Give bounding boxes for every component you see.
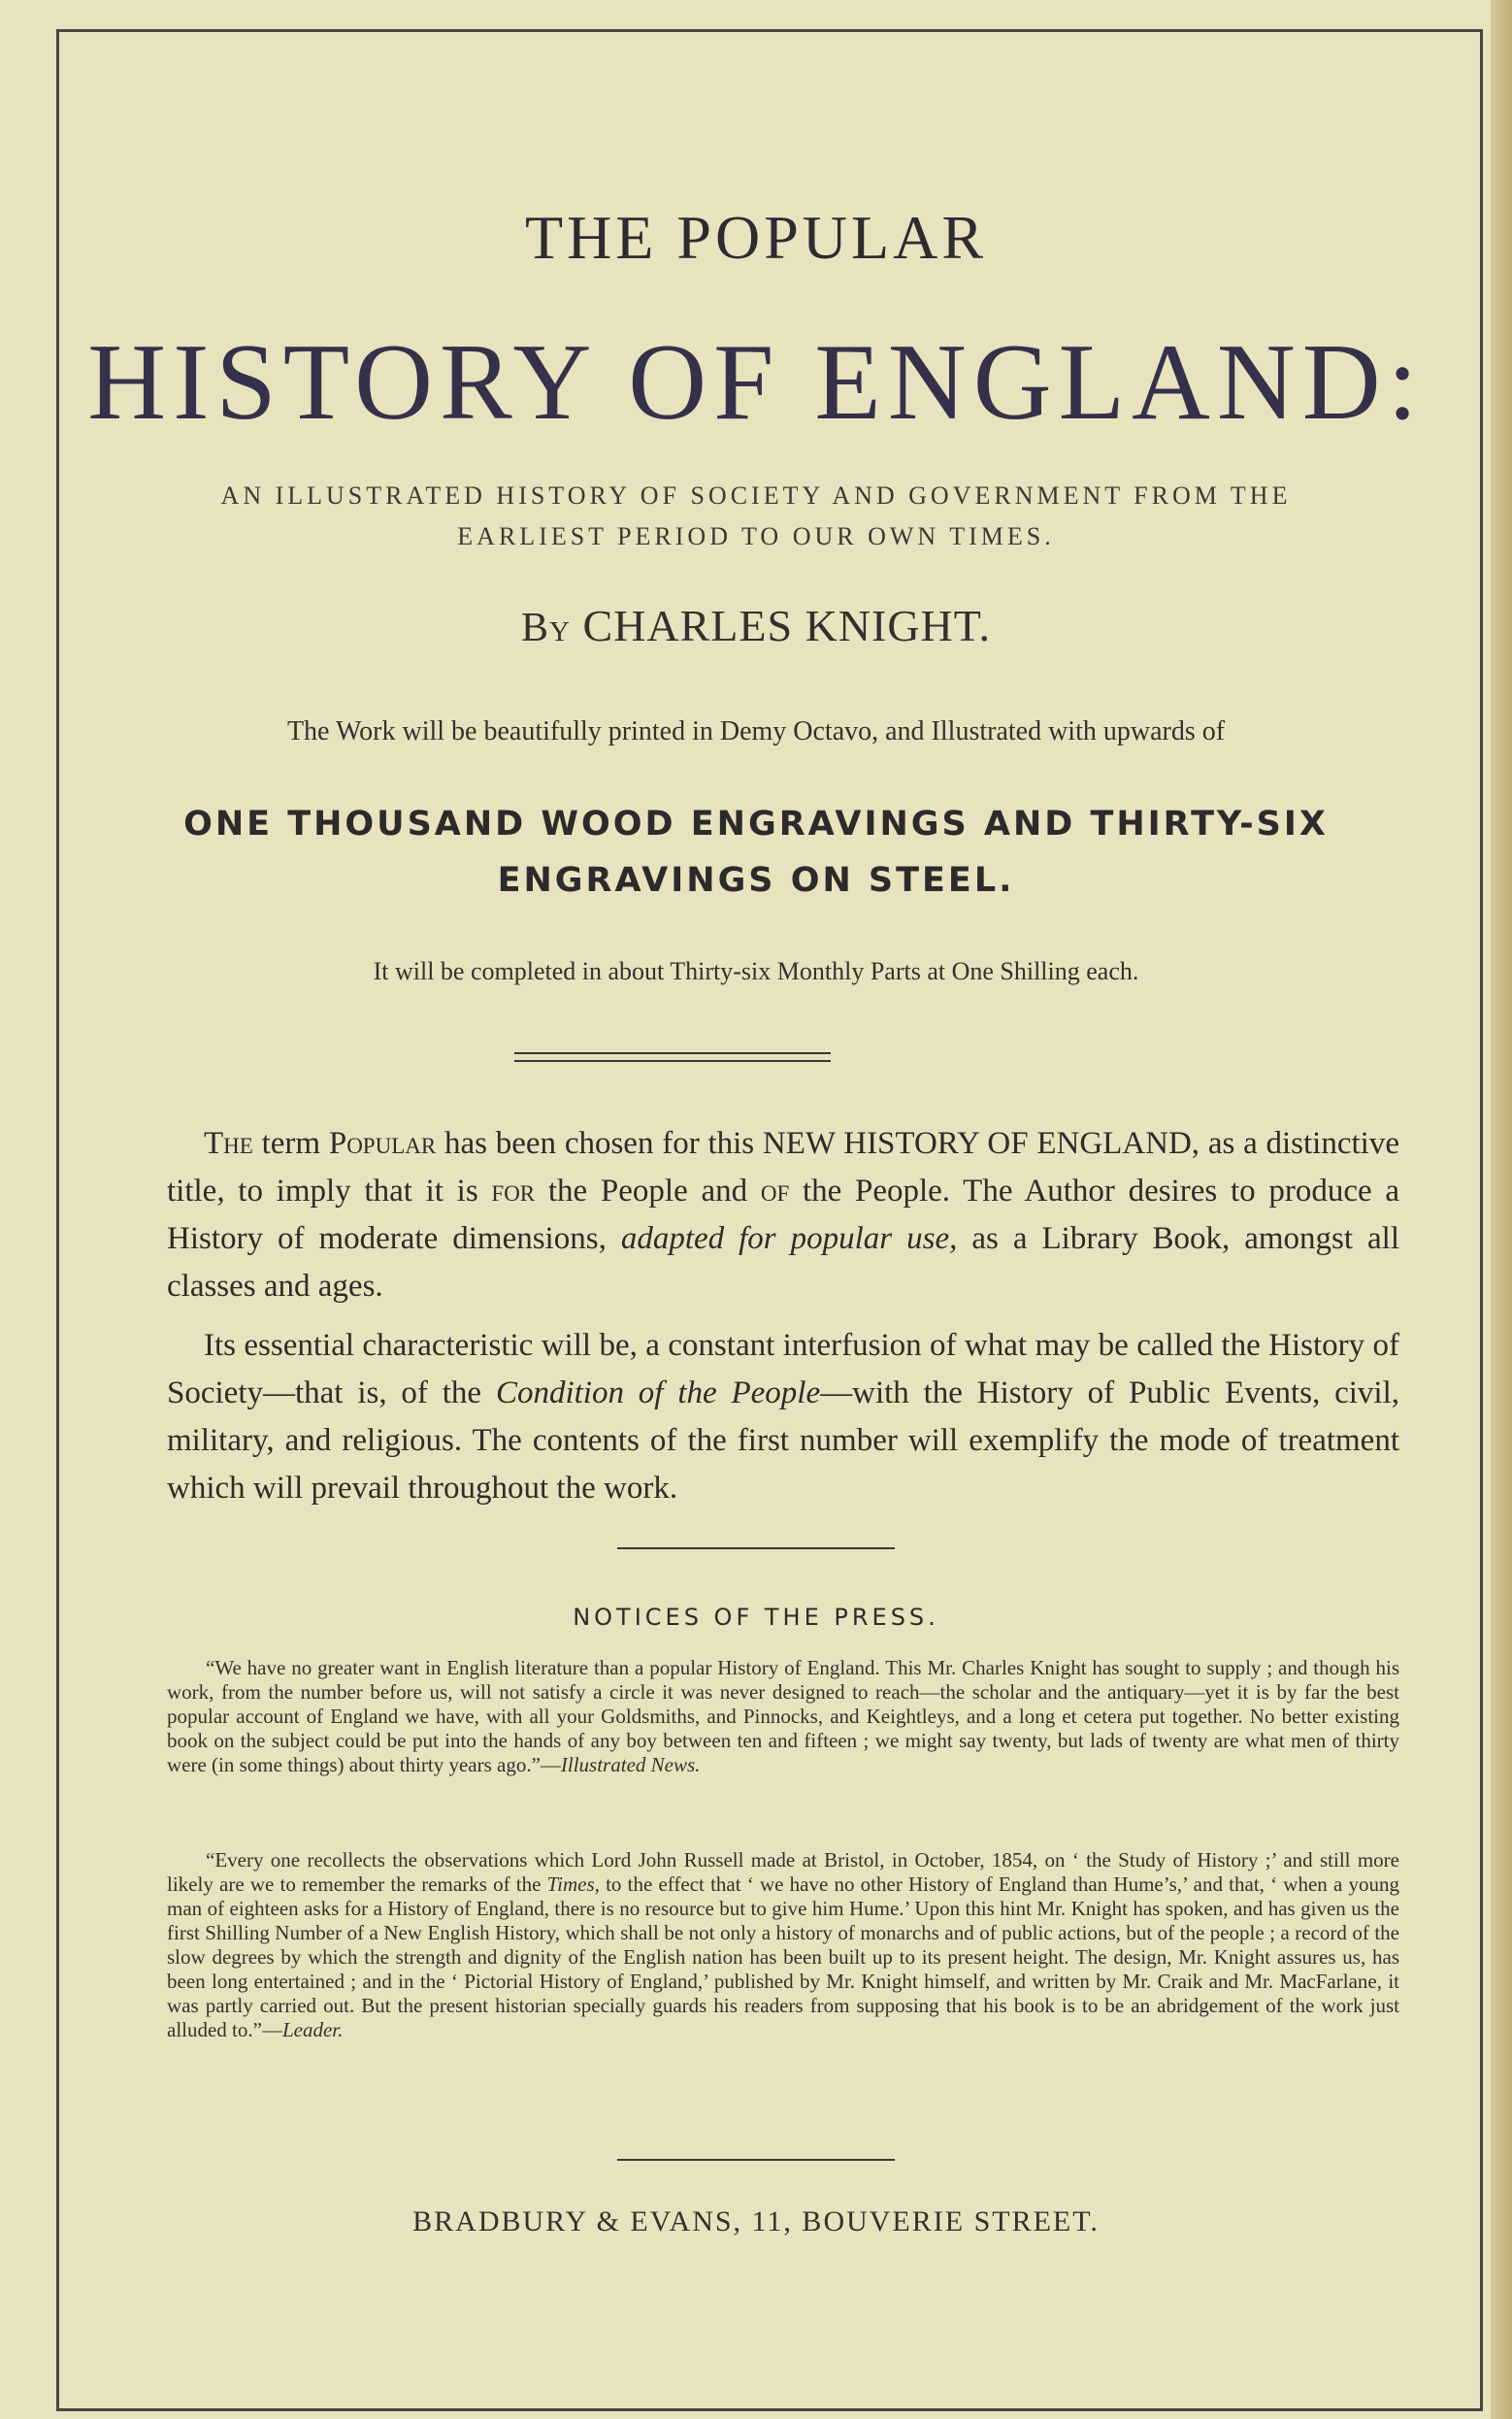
- byline: [0, 600, 1512, 651]
- notices-heading: NOTICES OF THE PRESS.: [573, 1604, 939, 1631]
- para1-of: of: [760, 1174, 790, 1209]
- para2-condition: Condition of the People: [495, 1375, 821, 1410]
- para2-text-1: Its essential characteristic will be, a constant interfusion of what may be called the History of Society—that is, of the: [167, 1328, 1399, 1410]
- byline-prefix: By: [521, 606, 571, 650]
- engravings-line-1: ONE THOUSAND WOOD ENGRAVINGS AND THIRTY-SIX: [183, 805, 1329, 844]
- author-name: CHARLES KNIGHT.: [582, 601, 991, 650]
- bottom-rule: [617, 2159, 895, 2161]
- para1-text-1: term: [252, 1126, 329, 1161]
- title-line-1: THE POPULAR: [524, 203, 988, 272]
- engravings-line-2: ENGRAVINGS ON STEEL.: [497, 861, 1015, 900]
- completion-note: It will be completed in about Thirty-six Monthly Parts at One Shilling each.: [373, 957, 1139, 985]
- para1-adapted: adapted for popular use,: [620, 1221, 958, 1256]
- section-rule: [617, 1547, 895, 1549]
- press-notice-leader: [167, 1848, 1399, 2042]
- press2-source: Leader.: [281, 2018, 344, 2041]
- press2-times: Times,: [546, 1872, 600, 1896]
- press2-text-1: “Every one recollects the observations which Lord John Russell made at Bristol, in October, 1854, on ‘ the Study of History ;’ and still more likely are we to remember the remarks of the: [167, 1848, 1399, 1896]
- subtitle-line-2: EARLIEST PERIOD TO OUR OWN TIMES.: [457, 522, 1055, 550]
- press1-source: Illustrated News.: [560, 1753, 701, 1776]
- para1-the: The: [204, 1126, 253, 1161]
- engravings-announcement: [0, 796, 1512, 909]
- para1-text-4: the People. The Author desires to produce a History of moderate dimensions,: [167, 1174, 1399, 1256]
- work-description: The Work will be beautifully printed in Demy Octavo, and Illustrated with upwards of: [286, 716, 1226, 746]
- characteristic-paragraph: [167, 1322, 1399, 1512]
- double-rule-divider: [514, 1052, 831, 1062]
- intro-paragraph: [167, 1120, 1399, 1310]
- subtitle: [0, 476, 1512, 557]
- para1-text-3: the People and: [535, 1174, 761, 1209]
- para2-text-2: —with the History of Public Events, civil, military, and religious. The contents of the first number will exemplify the mode of treatment which will prevail throughout the work.: [167, 1375, 1399, 1506]
- para1-text-2: has been chosen for this NEW HISTORY OF ENGLAND, as a distinctive title, to imply that it is: [167, 1126, 1399, 1209]
- press2-text-2: to the effect that ‘ we have no other History of England than Hume’s,’ and that, ‘ when a young man of eighteen asks for a History of England, there is no resource but to give him Hume.’ Upon this hint Mr. Knight has spoken, and has given us the first Shilling Number of a New English History, which shall be not only a history of monarchs and of public actions, but of the people ; a record of the slow degrees by which the strength and dignity of the English nation has been built up to its present height. The design, Mr. Knight assures us, has been long entertained ; and in the ‘ Pictorial History of England,’ published by Mr. Knight himself, and written by Mr. Craik and Mr. MacFarlane, it was partly carried out. But the present historian specially guards his readers from supposing that his book is to be an abridgement of the work just alluded to.”—: [167, 1872, 1399, 2041]
- publisher-imprint: BRADBURY & EVANS, 11, BOUVERIE STREET.: [412, 2205, 1100, 2237]
- para1-popular: Popular: [328, 1126, 437, 1161]
- press-notice-illustrated-news: [167, 1656, 1399, 1777]
- title-line-2: HISTORY OF ENGLAND:: [87, 322, 1425, 443]
- press1-text: “We have no greater want in English literature than a popular History of England. This Mr. Charles Knight has sought to supply ; and though his work, from the number before us, will not satisfy a circle it was never designed to reach—the scholar and the antiquary—yet it is by far the best popular account of England we have, with all your Goldsmiths, and Pinnocks, and Keightleys, and a long et cetera put together. No better existing book on the subject could be put into the hands of any boy between ten and fifteen ; we might say twenty, but lads of twenty are what men of thirty were (in some things) about thirty years ago.”—: [167, 1656, 1399, 1776]
- para1-for: for: [491, 1174, 536, 1209]
- subtitle-line-1: AN ILLUSTRATED HISTORY OF SOCIETY AND GOVERNMENT FROM THE: [220, 481, 1292, 510]
- para1-text-5: as a Library Book, amongst all classes and ages.: [167, 1221, 1400, 1304]
